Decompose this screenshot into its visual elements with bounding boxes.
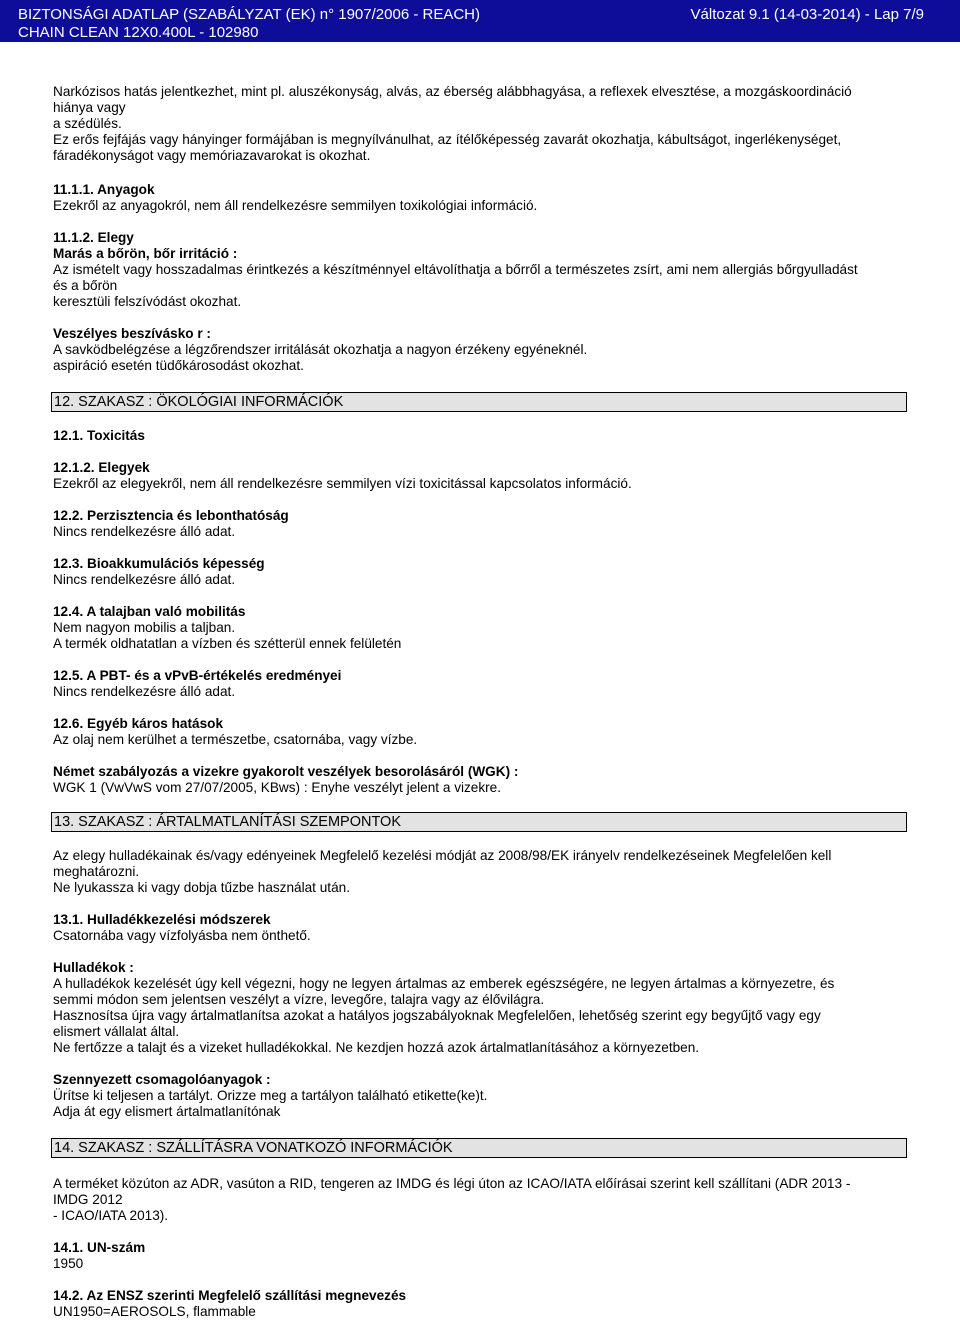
- section-12-heading: 12. SZAKASZ : ÖKOLÓGIAI INFORMÁCIÓK: [51, 392, 907, 412]
- subsection-title: 11.1.2. Elegy: [53, 230, 134, 245]
- subsection-title: 14.1. UN-szám: [53, 1240, 146, 1255]
- paragraph: Nem nagyon mobilis a taljban. A termék oldhatatlan a vízben és szétterül ennek felületén: [53, 620, 402, 651]
- product-name: CHAIN CLEAN 12X0.400L - 102980: [18, 24, 259, 41]
- subsection-title: 12.1.2. Elegyek: [53, 460, 150, 475]
- subsection-title: Német szabályozás a vizekre gyakorolt veszélyek besorolásáról (WGK) :: [53, 764, 519, 779]
- paragraph: A hulladékok kezelését úgy kell végezni, hogy ne legyen ártalmas az emberek egészségére, ne legyen ártalmas a környezetre, és semmi módon sem jelentsen veszélyt a vízre, levegőre, talajra vagy az élővilágra. Hasznosítsa újra vagy ártalmatlanítsa azokat a hatályos jogszabályoknak Megfelelően, lehetőség szerint egy begyűjtő vagy egy elismert vállalat által. Ne fertőzze a talajt és a vizeket hulladékokkal. Ne kezdjen hozzá azok ártalmatlanításához a környezetben.: [53, 976, 835, 1055]
- section-13-heading: 13. SZAKASZ : ÁRTALMATLANÍTÁSI SZEMPONTOK: [51, 812, 907, 832]
- paragraph: WGK 1 (VwVwS vom 27/07/2005, KBws) : Enyhe veszélyt jelent a vizekre.: [53, 780, 502, 795]
- subsection-title: 13.1. Hulladékkezelési módszerek: [53, 912, 271, 927]
- paragraph: Az olaj nem kerülhet a természetbe, csatornába, vagy vízbe.: [53, 732, 418, 747]
- subsection-title: 14.2. Az ENSZ szerinti Megfelelő szállítási megnevezés: [53, 1288, 407, 1303]
- paragraph: Az ismételt vagy hosszadalmas érintkezés a készítménnyel eltávolíthatja a bőrről a természetes zsírt, ami nem allergiás bőrgyulladást és a bőrön keresztüli felszívódást okozhat.: [53, 262, 858, 309]
- narcosis-paragraph: Narkózisos hatás jelentkezhet, mint pl. aluszékonyság, alvás, az éberség alábbhagyása, a reflexek elvesztése, a mozgáskoordináció hiánya vagy a szédülés.: [53, 84, 852, 131]
- paragraph: A savködbelégzése a légzőrendszer irritálását okozhatja a nagyon érzékeny egyéneknél. aspiráció esetén tüdőkárosodást okozhat.: [53, 342, 588, 373]
- subsection-title: 11.1.1. Anyagok: [53, 182, 155, 197]
- paragraph: Csatornába vagy vízfolyásba nem önthető.: [53, 928, 311, 943]
- section-14-heading: 14. SZAKASZ : SZÁLLÍTÁSRA VONATKOZÓ INFORMÁCIÓK: [51, 1138, 907, 1158]
- subsection-title: 12.2. Perzisztencia és lebonthatóság: [53, 508, 289, 523]
- paragraph: Nincs rendelkezésre álló adat.: [53, 684, 236, 699]
- headache-paragraph: Ez erős fejfájás vagy hányinger formájában is megnyílvánulhat, az ítélőképesség zavarát okozhatja, kábultságot, ingerlékenységet, fáradékonyságot vagy memóriazavarokat is okozhat.: [53, 132, 842, 163]
- subsection-title: Hulladékok :: [53, 960, 134, 975]
- paragraph: Nincs rendelkezésre álló adat.: [53, 572, 236, 587]
- document-title: BIZTONSÁGI ADATLAP (SZABÁLYZAT (EK) n° 1907/2006 - REACH): [18, 6, 480, 23]
- document-body: [53, 84, 913, 1320]
- version-page: Változat 9.1 (14-03-2014) - Lap 7/9: [690, 6, 924, 23]
- subsection-title: 12.6. Egyéb káros hatások: [53, 716, 224, 731]
- document-header: [0, 0, 960, 42]
- subsection-title: 12.4. A talajban való mobilitás: [53, 604, 246, 619]
- subsection-title: 12.1. Toxicitás: [53, 428, 145, 443]
- paragraph: Ezekről az anyagokról, nem áll rendelkezésre semmilyen toxikológiai információ.: [53, 198, 538, 213]
- paragraph: Az elegy hulladékainak és/vagy edényeinek Megfelelő kezelési módját az 2008/98/EK irányelv rendelkezéseinek Megfelelően kell meghatározni. Ne lyukassza ki vagy dobja tűzbe használat után.: [53, 848, 832, 895]
- aspiration-title: Veszélyes beszívásko r :: [53, 326, 211, 341]
- skin-irritation-title: Marás a bőrön, bőr irritáció :: [53, 246, 238, 261]
- subsection-title: Szennyezett csomagolóanyagok :: [53, 1072, 271, 1087]
- paragraph: Ezekről az elegyekről, nem áll rendelkezésre semmilyen vízi toxicitással kapcsolatos információ.: [53, 476, 632, 491]
- paragraph: A terméket közúton az ADR, vasúton a RID, tengeren az IMDG és légi úton az ICAO/IATA előírásai szerint kell szállítani (ADR 2013 - IMDG 2012 - ICAO/IATA 2013).: [53, 1176, 851, 1223]
- paragraph: UN1950=AEROSOLS, flammable: [53, 1304, 256, 1319]
- subsection-title: 12.3. Bioakkumulációs képesség: [53, 556, 265, 571]
- paragraph: Ürítse ki teljesen a tartályt. Orizze meg a tartályon található etikette(ke)t. Adja át egy elismert ártalmatlanítónak: [53, 1088, 488, 1119]
- subsection-title: 12.5. A PBT- és a vPvB-értékelés eredményei: [53, 668, 342, 683]
- paragraph: Nincs rendelkezésre álló adat.: [53, 524, 236, 539]
- paragraph: 1950: [53, 1256, 84, 1271]
